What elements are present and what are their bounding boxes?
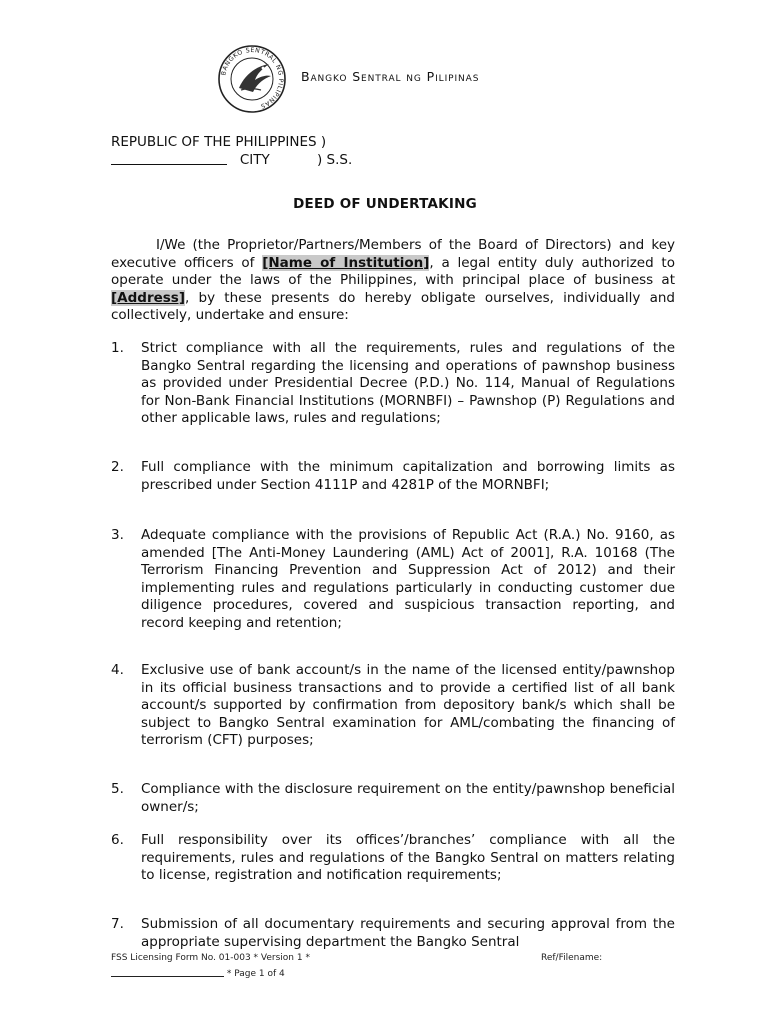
item-number: 5. [111,781,124,797]
item-text: Exclusive use of bank account/s in the name of the licensed entity/pawnshop in its official business transactions and to provide a certified list of all bank account/s supported by confirmation from depository bank/s which shall be subject to Bangko Sentral examination for AML/combating the financing of terrorism (CFT) purposes; [141,662,675,749]
item-text: Full compliance with the minimum capitalization and borrowing limits as prescribed under Section 4111P and 4281P of the MORNBFI; [141,459,675,493]
item-number: 3. [111,527,124,543]
institution-name-placeholder[interactable]: [Name of Institution] [262,254,430,271]
ss-label: ) S.S. [317,152,353,168]
footer-blank [111,968,224,977]
footer-ref-filename: Ref/Filename: [541,953,603,963]
document-title: DEED OF UNDERTAKING [293,196,477,212]
undertaking-item [111,832,675,885]
city-label: CITY [239,152,270,168]
intro-text-1: I/We (the Proprietor/Partners/Members of the Board of Directors) and key executive officers of [111,237,675,271]
intro-paragraph [111,237,675,325]
address-placeholder[interactable]: [Address] [111,289,185,306]
footer-form-number: FSS Licensing Form No. 01-003 * Version 1 * [111,953,310,963]
item-number: 6. [111,832,124,848]
undertaking-item [111,459,675,494]
item-number: 7. [111,916,124,932]
svg-text:BANGKO SENTRAL NG PILIPINAS: BANGKO SENTRAL NG PILIPINAS [220,46,285,110]
undertaking-item [111,527,675,633]
intro-text-3: , by these presents do hereby obligate ourselves, individually and collectively, undertake and ensure: [111,289,675,324]
city-line [111,151,352,168]
bank-name-header: Bangko Sentral ng Pilipinas [301,69,480,84]
undertaking-item [111,662,675,750]
undertaking-item [111,340,675,428]
undertaking-item [111,781,675,816]
undertaking-item [111,916,675,951]
item-text: Full responsibility over its offices’/branches’ compliance with all the requirements, rules and regulations of the Bangko Sentral on matters relating to license, registration and notification requirements; [141,832,675,884]
bsp-seal-logo [217,44,287,114]
footer-page-number: * Page 1 of 4 [226,969,285,979]
footer-page-line [111,968,285,979]
item-text: Strict compliance with all the requirements, rules and regulations of the Bangko Sentral regarding the licensing and operations of pawnshop business as provided under Presidential Decree (P.D.) No. 114, Manual of Regulations for Non-Bank Financial Institutions (MORNBFI) – Pawnshop (P) Regulations and other applicable laws, rules and regulations; [141,340,675,427]
intro-text-2: , a legal entity duly authorized to operate under the laws of the Philippines, with principal place of business at [111,254,675,289]
republic-line: REPUBLIC OF THE PHILIPPINES ) [111,134,327,150]
item-number: 4. [111,662,124,678]
city-blank[interactable] [111,151,227,165]
item-text: Submission of all documentary requirements and securing approval from the appropriate supervising department the Bangko Sentral [141,916,675,950]
item-number: 2. [111,459,124,475]
item-text: Compliance with the disclosure requirement on the entity/pawnshop beneficial owner/s; [141,781,675,815]
item-number: 1. [111,340,124,356]
item-text: Adequate compliance with the provisions of Republic Act (R.A.) No. 9160, as amended [The Anti-Money Laundering (AML) Act of 2001], R.A. 10168 (The Terrorism Financing Prevention and Suppression Act of 2012) and their implementing rules and regulations particularly in conducting customer due diligence procedures, covered and suspicious transaction reporting, and record keeping and retention; [141,527,675,631]
